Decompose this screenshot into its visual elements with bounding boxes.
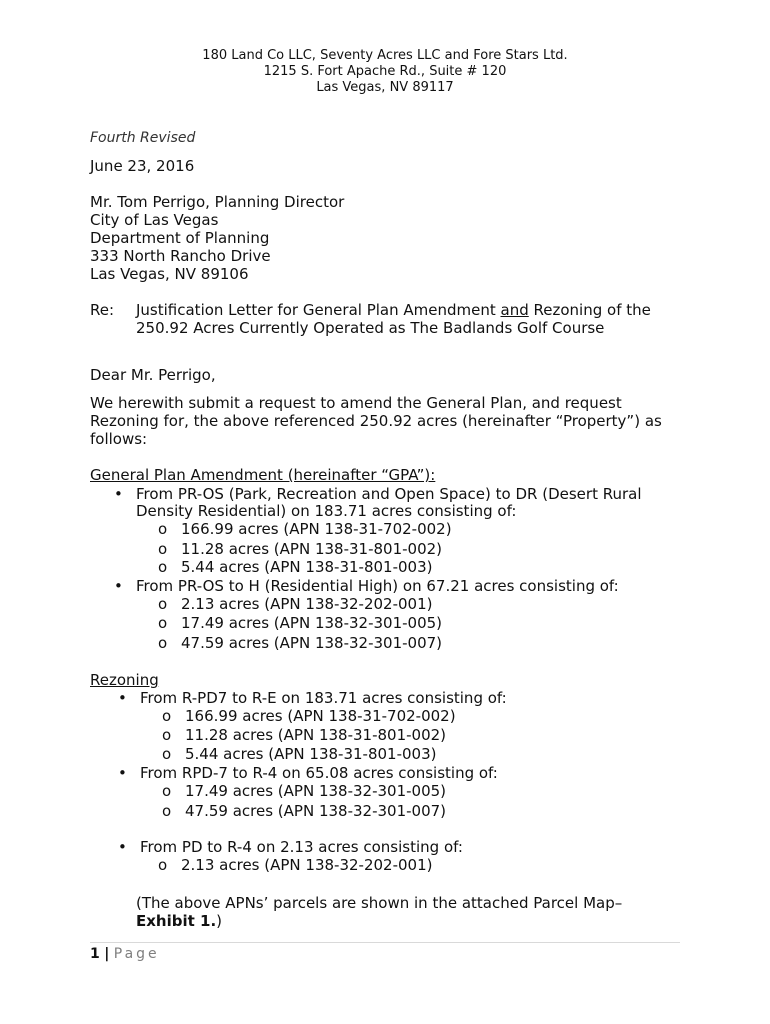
rezoning-sub-item: o 5.44 acres (APN 138-31-801-003) [185,745,436,763]
rezoning-sub-item: o 17.49 acres (APN 138-32-301-005) [185,782,446,800]
gpa-heading: General Plan Amendment (hereinafter “GPA”): [90,466,436,484]
rezoning-bullet-2: • From RPD-7 to R-4 on 65.08 acres consisting of: [140,764,498,782]
letter-date: June 23, 2016 [90,157,195,175]
rezoning-sub-item: o 2.13 acres (APN 138-32-202-001) [181,856,432,874]
rezoning-sub-item: o 166.99 acres (APN 138-31-702-002) [185,707,456,725]
gpa-bullet-2: • From PR-OS to H (Residential High) on 67.21 acres consisting of: [136,577,619,595]
letterhead-line-3: Las Vegas, NV 89117 [316,80,454,95]
gpa-sub-item: o 2.13 acres (APN 138-32-202-001) [181,595,432,613]
gpa-sub-item: o 17.49 acres (APN 138-32-301-005) [181,614,442,632]
exhibit-note-line-1: (The above APNs’ parcels are shown in the attached Parcel Map– [136,894,623,912]
rezoning-bullet-3: • From PD to R-4 on 2.13 acres consisting of: [140,838,463,856]
rezoning-bullet-1: • From R-PD7 to R-E on 183.71 acres consisting of: [140,689,507,707]
recipient-org: City of Las Vegas [90,211,219,229]
recipient-city: Las Vegas, NV 89106 [90,265,249,283]
page-footer: 1 | Page [90,946,160,962]
re-subject-line-1: Justification Letter for General Plan Amendment and Rezoning of the [136,301,651,319]
intro-line-3: follows: [90,430,148,448]
gpa-bullet-1-line-2: Density Residential) on 183.71 acres consisting of: [136,502,517,520]
gpa-sub-item: o 11.28 acres (APN 138-31-801-002) [181,540,442,558]
intro-line-2: Rezoning for, the above referenced 250.92 acres (hereinafter “Property”) as [90,412,662,430]
footer-divider [90,942,680,943]
gpa-sub-item: o 166.99 acres (APN 138-31-702-002) [181,520,452,538]
letterhead-line-2: 1215 S. Fort Apache Rd., Suite # 120 [263,64,507,79]
salutation: Dear Mr. Perrigo, [90,366,216,384]
letterhead-line-1: 180 Land Co LLC, Seventy Acres LLC and Fore Stars Ltd. [202,48,568,63]
revision-label: Fourth Revised [90,130,196,146]
re-subject-line-2: 250.92 Acres Currently Operated as The Badlands Golf Course [136,319,605,337]
recipient-dept: Department of Planning [90,229,270,247]
rezoning-sub-item: o 47.59 acres (APN 138-32-301-007) [185,802,446,820]
rezoning-heading: Rezoning [90,671,159,689]
recipient-name: Mr. Tom Perrigo, Planning Director [90,193,345,211]
gpa-bullet-1-line-1: • From PR-OS (Park, Recreation and Open Space) to DR (Desert Rural [136,485,642,503]
gpa-sub-item: o 5.44 acres (APN 138-31-801-003) [181,558,432,576]
intro-line-1: We herewith submit a request to amend the General Plan, and request [90,394,622,412]
gpa-sub-item: o 47.59 acres (APN 138-32-301-007) [181,634,442,652]
exhibit-note-line-2: Exhibit 1.) [136,912,223,930]
rezoning-sub-item: o 11.28 acres (APN 138-31-801-002) [185,726,446,744]
recipient-street: 333 North Rancho Drive [90,247,271,265]
re-label: Re: [90,301,115,319]
